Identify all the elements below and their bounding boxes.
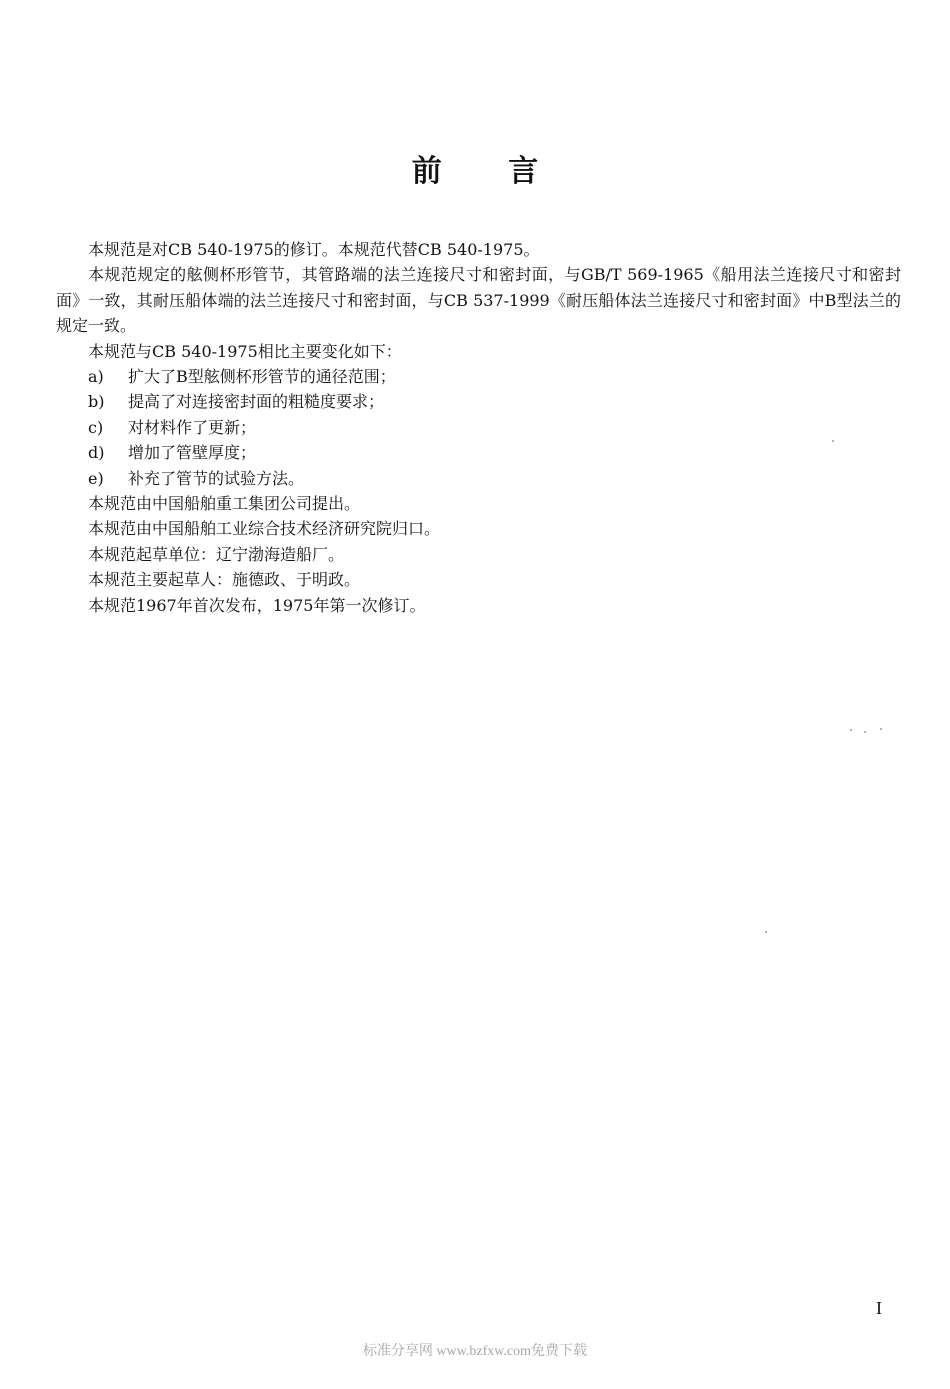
foreword-body <box>56 237 901 618</box>
list-marker: d) <box>88 443 105 463</box>
paragraph-drafting-unit: 本规范起草单位：辽宁渤海造船厂。 <box>88 544 345 564</box>
scan-speck <box>765 931 767 933</box>
list-text: 补充了管节的试验方法。 <box>128 468 305 488</box>
list-marker: a) <box>88 367 104 387</box>
paragraph-scope: 本规范规定的舷侧杯形管节，其管路端的法兰连接尺寸和密封面，与GB/T 569-1965《船用法兰连接尺寸和密封面》一致，其耐压船体端的法兰连接尺寸和密封面，与CB 537-1999《耐压船体法兰连接尺寸和密封面》中B型法兰的规定一致。 <box>56 265 901 336</box>
scan-speck <box>850 729 852 731</box>
watermark: 标准分享网 www.bzfxw.com免费下载 <box>362 1344 588 1359</box>
page-title: 前 言 <box>411 154 567 189</box>
list-marker: b) <box>88 392 105 412</box>
paragraph-proposer: 本规范由中国船舶重工集团公司提出。 <box>88 494 361 514</box>
paragraph-changes-intro: 本规范与CB 540-1975相比主要变化如下： <box>88 341 402 361</box>
list-item <box>56 364 901 389</box>
list-item <box>56 440 901 465</box>
list-item <box>56 415 901 440</box>
list-marker: e) <box>88 468 104 488</box>
paragraph-administrator: 本规范由中国船舶工业综合技术经济研究院归口。 <box>88 519 441 539</box>
list-item <box>56 389 901 414</box>
paragraph-drafters: 本规范主要起草人：施德政、于明政。 <box>88 570 361 590</box>
paragraph-history: 本规范1967年首次发布，1975年第一次修订。 <box>88 595 426 615</box>
list-text: 增加了管壁厚度； <box>128 443 257 463</box>
list-text: 提高了对连接密封面的粗糙度要求； <box>128 392 385 412</box>
scan-speck <box>832 440 834 442</box>
list-text: 对材料作了更新； <box>128 417 257 437</box>
list-item <box>56 466 901 491</box>
page-number: I <box>876 1298 882 1318</box>
list-marker: c) <box>88 417 104 437</box>
paragraph-revision: 本规范是对CB 540-1975的修订。本规范代替CB 540-1975。 <box>88 240 540 259</box>
scan-speck <box>864 731 866 733</box>
scan-speck <box>880 728 882 730</box>
list-text: 扩大了B型舷侧杯形管节的通径范围； <box>128 367 396 387</box>
